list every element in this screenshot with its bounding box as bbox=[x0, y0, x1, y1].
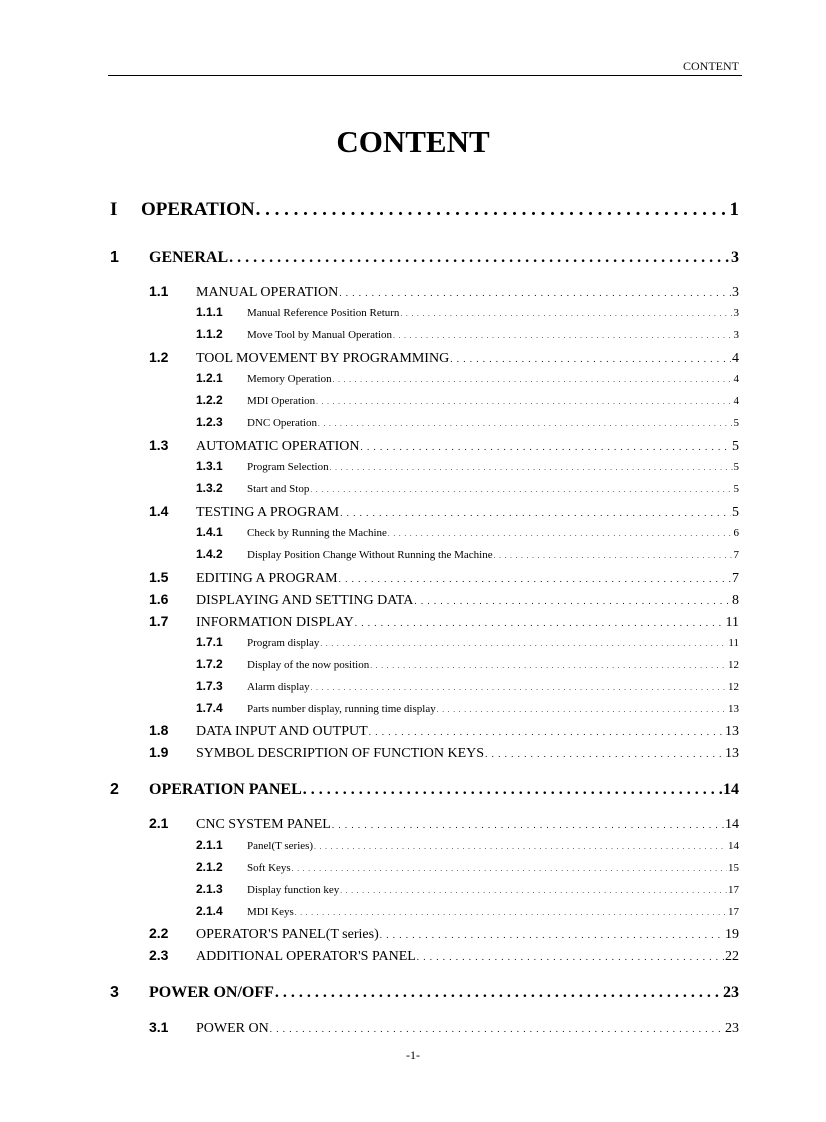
toc-entry[interactable] bbox=[149, 613, 739, 631]
toc-entry-number: 1.2.1 bbox=[196, 371, 223, 385]
toc-entry-page: 17 bbox=[728, 906, 739, 918]
toc-entry-number: 1.7.2 bbox=[196, 657, 223, 671]
toc-entry[interactable] bbox=[110, 199, 739, 221]
toc-dot-leader bbox=[380, 930, 724, 940]
toc-dot-leader bbox=[320, 640, 727, 648]
toc-entry-title: Display function key bbox=[247, 884, 340, 896]
toc-entry[interactable] bbox=[196, 701, 739, 715]
toc-entry-number: 2.3 bbox=[149, 947, 169, 963]
toc-entry-number: 1.3 bbox=[149, 437, 169, 453]
toc-dot-leader bbox=[275, 984, 722, 1002]
toc-entry-title: TOOL MOVEMENT BY PROGRAMMING bbox=[196, 351, 450, 366]
toc-entry-number: 1.1 bbox=[149, 283, 169, 299]
toc-entry-title: ADDITIONAL OPERATOR'S PANEL bbox=[196, 949, 416, 964]
toc-entry-title: CNC SYSTEM PANEL bbox=[196, 817, 331, 832]
toc-entry-number: 1 bbox=[110, 249, 119, 266]
toc-entry[interactable] bbox=[149, 1019, 739, 1037]
toc-dot-leader bbox=[437, 706, 727, 714]
toc-entry-title: Panel(T series) bbox=[247, 840, 314, 852]
toc-dot-leader bbox=[340, 887, 727, 895]
toc-dot-leader bbox=[370, 662, 727, 670]
toc-entry-page: 4 bbox=[732, 351, 739, 366]
toc-entry-title: Display Position Change Without Running the Machine bbox=[247, 549, 493, 561]
toc-entry[interactable] bbox=[149, 744, 739, 762]
toc-entry[interactable] bbox=[149, 591, 739, 609]
toc-entry-number: 1.5 bbox=[149, 569, 169, 585]
toc-entry-number: 2.2 bbox=[149, 925, 169, 941]
toc-entry-number: 3 bbox=[110, 984, 119, 1001]
toc-entry[interactable] bbox=[149, 569, 739, 587]
toc-entry-page: 14 bbox=[728, 840, 739, 852]
toc-entry[interactable] bbox=[110, 984, 739, 1002]
toc-entry[interactable] bbox=[149, 815, 739, 833]
toc-dot-leader bbox=[450, 354, 731, 364]
toc-entry-page: 14 bbox=[725, 817, 739, 832]
toc-entry-page: 6 bbox=[733, 527, 739, 539]
toc-dot-leader bbox=[316, 398, 732, 406]
toc-entry-number: I bbox=[110, 199, 118, 220]
toc-dot-leader bbox=[303, 781, 722, 799]
toc-entry-title: Alarm display bbox=[247, 681, 310, 693]
toc-entry-title: EDITING A PROGRAM bbox=[196, 571, 338, 586]
toc-entry-page: 19 bbox=[725, 927, 739, 942]
toc-dot-leader bbox=[340, 508, 731, 518]
toc-entry-title: MDI Operation bbox=[247, 395, 316, 407]
toc-entry[interactable] bbox=[196, 882, 739, 896]
toc-entry-page: 11 bbox=[725, 615, 739, 630]
toc-entry-number: 2.1.2 bbox=[196, 860, 223, 874]
toc-dot-leader bbox=[400, 310, 732, 318]
toc-entry-page: 12 bbox=[728, 659, 739, 671]
toc-entry-title: POWER ON/OFF bbox=[149, 984, 274, 1001]
toc-entry-title: DATA INPUT AND OUTPUT bbox=[196, 724, 368, 739]
toc-entry[interactable] bbox=[196, 904, 739, 918]
toc-entry-title: GENERAL bbox=[149, 249, 229, 266]
toc-entry[interactable] bbox=[196, 547, 739, 561]
toc-entry-title: SYMBOL DESCRIPTION OF FUNCTION KEYS bbox=[196, 746, 485, 761]
toc-entry-page: 14 bbox=[723, 781, 739, 798]
toc-entry-page: 8 bbox=[732, 593, 739, 608]
toc-dot-leader bbox=[332, 820, 724, 830]
toc-entry[interactable] bbox=[149, 722, 739, 740]
toc-entry-number: 1.4.1 bbox=[196, 525, 223, 539]
toc-entry[interactable] bbox=[196, 415, 739, 429]
toc-entry-title: AUTOMATIC OPERATION bbox=[196, 439, 360, 454]
toc-entry[interactable] bbox=[196, 635, 739, 649]
toc-entry-title: MDI Keys bbox=[247, 906, 294, 918]
toc-entry-page: 4 bbox=[733, 395, 739, 407]
toc-entry[interactable] bbox=[110, 781, 739, 799]
toc-entry[interactable] bbox=[149, 283, 739, 301]
toc-dot-leader bbox=[494, 552, 733, 560]
toc-entry-number: 1.8 bbox=[149, 722, 169, 738]
toc-entry-title: Move Tool by Manual Operation bbox=[247, 329, 393, 341]
toc-dot-leader bbox=[311, 684, 727, 692]
toc-entry-title: Manual Reference Position Return bbox=[247, 307, 400, 319]
toc-entry-number: 2.1.4 bbox=[196, 904, 223, 918]
toc-dot-leader bbox=[355, 618, 725, 628]
toc-entry-page: 11 bbox=[728, 637, 739, 649]
toc-dot-leader bbox=[414, 596, 731, 606]
toc-entry[interactable] bbox=[196, 838, 739, 852]
toc-entry[interactable] bbox=[149, 349, 739, 367]
toc-entry-number: 1.2 bbox=[149, 349, 169, 365]
toc-dot-leader bbox=[333, 376, 733, 384]
toc-entry-page: 13 bbox=[725, 724, 739, 739]
toc-dot-leader bbox=[485, 749, 724, 759]
toc-entry-title: Program Selection bbox=[247, 461, 329, 473]
toc-entry-page: 4 bbox=[733, 373, 739, 385]
toc-entry-title: Parts number display, running time display bbox=[247, 703, 436, 715]
toc-dot-leader bbox=[310, 486, 732, 494]
toc-dot-leader bbox=[388, 530, 733, 538]
toc-dot-leader bbox=[417, 952, 724, 962]
toc-entry-title: DISPLAYING AND SETTING DATA bbox=[196, 593, 414, 608]
toc-entry-title: MANUAL OPERATION bbox=[196, 285, 339, 300]
toc-entry-number: 1.7.1 bbox=[196, 635, 223, 649]
toc-entry-title: Display of the now position bbox=[247, 659, 370, 671]
toc-entry-number: 1.1.1 bbox=[196, 305, 223, 319]
toc-entry-page: 7 bbox=[733, 549, 739, 561]
toc-entry-number: 1.4.2 bbox=[196, 547, 223, 561]
toc-entry-page: 12 bbox=[728, 681, 739, 693]
toc-entry-page: 5 bbox=[733, 461, 739, 473]
page-title: CONTENT bbox=[336, 124, 490, 159]
toc-entry[interactable] bbox=[196, 657, 739, 671]
toc-entry-page: 13 bbox=[728, 703, 739, 715]
toc-entry-page: 15 bbox=[728, 862, 739, 874]
toc-entry-number: 1.1.2 bbox=[196, 327, 223, 341]
toc-entry-number: 2.1 bbox=[149, 815, 169, 831]
running-header: CONTENT bbox=[683, 59, 739, 73]
toc-dot-leader bbox=[270, 1024, 724, 1034]
toc-entry[interactable] bbox=[196, 481, 739, 495]
toc-entry-title: OPERATION bbox=[141, 199, 255, 220]
toc-entry-number: 1.2.3 bbox=[196, 415, 223, 429]
page-number: -1- bbox=[406, 1048, 420, 1062]
toc-entry-title: OPERATOR'S PANEL(T series) bbox=[196, 927, 379, 942]
toc-entry-page: 5 bbox=[733, 483, 739, 495]
toc-entry[interactable] bbox=[149, 503, 739, 521]
toc-entry-number: 1.9 bbox=[149, 744, 169, 760]
toc-entry-page: 23 bbox=[725, 1021, 739, 1036]
toc-entry-number: 3.1 bbox=[149, 1019, 169, 1035]
toc-entry-title: Memory Operation bbox=[247, 373, 332, 385]
toc-entry-page: 3 bbox=[732, 285, 739, 300]
toc-entry-title: Soft Keys bbox=[247, 862, 291, 874]
toc-entry[interactable] bbox=[196, 860, 739, 874]
toc-entry-page: 5 bbox=[732, 439, 739, 454]
toc-dot-leader bbox=[292, 865, 727, 873]
toc-entry-number: 2 bbox=[110, 781, 119, 798]
toc-entry-title: POWER ON bbox=[196, 1021, 269, 1036]
toc-dot-leader bbox=[339, 288, 731, 298]
toc-entry-page: 13 bbox=[725, 746, 739, 761]
toc-entry-number: 1.6 bbox=[149, 591, 169, 607]
toc-entry-page: 3 bbox=[733, 307, 739, 319]
toc-entry-page: 22 bbox=[725, 949, 739, 964]
toc-entry-page: 3 bbox=[733, 329, 739, 341]
toc-entry[interactable] bbox=[149, 947, 739, 965]
toc-entry[interactable] bbox=[196, 525, 739, 539]
toc-dot-leader bbox=[318, 420, 733, 428]
toc-entry-title: Program display bbox=[247, 637, 320, 649]
toc-entry-title: Start and Stop bbox=[247, 483, 310, 495]
toc-dot-leader bbox=[229, 249, 730, 267]
toc-dot-leader bbox=[256, 199, 729, 221]
toc-entry-title: INFORMATION DISPLAY bbox=[196, 615, 354, 630]
toc-dot-leader bbox=[314, 843, 727, 851]
toc-dot-leader bbox=[295, 909, 727, 917]
toc-entry-number: 1.4 bbox=[149, 503, 169, 519]
toc-entry[interactable] bbox=[196, 393, 739, 407]
toc-entry[interactable] bbox=[149, 925, 739, 943]
toc-dot-leader bbox=[360, 442, 731, 452]
toc-dot-leader bbox=[339, 574, 731, 584]
toc-entry-number: 1.3.2 bbox=[196, 481, 223, 495]
toc-dot-leader bbox=[369, 727, 724, 737]
toc-entry[interactable] bbox=[196, 371, 739, 385]
toc-entry-number: 1.7 bbox=[149, 613, 169, 629]
toc-entry-number: 1.7.4 bbox=[196, 701, 223, 715]
toc-entry[interactable] bbox=[196, 305, 739, 319]
toc-entry[interactable] bbox=[110, 249, 739, 267]
toc-entry-page: 5 bbox=[732, 505, 739, 520]
toc-entry-number: 1.2.2 bbox=[196, 393, 223, 407]
toc-entry-title: DNC Operation bbox=[247, 417, 317, 429]
toc-entry-title: Check by Running the Machine bbox=[247, 527, 387, 539]
toc-entry[interactable] bbox=[196, 679, 739, 693]
toc-entry-page: 3 bbox=[731, 249, 739, 266]
toc-entry-page: 1 bbox=[729, 199, 739, 220]
toc-dot-leader bbox=[330, 464, 733, 472]
toc-entry-number: 2.1.1 bbox=[196, 838, 223, 852]
toc-entry-number: 2.1.3 bbox=[196, 882, 223, 896]
toc-entry-page: 17 bbox=[728, 884, 739, 896]
toc-entry-number: 1.7.3 bbox=[196, 679, 223, 693]
toc-entry[interactable] bbox=[149, 437, 739, 455]
toc-entry-title: OPERATION PANEL bbox=[149, 781, 302, 798]
toc-dot-leader bbox=[393, 332, 732, 340]
toc-entry-page: 5 bbox=[733, 417, 739, 429]
toc-entry-number: 1.3.1 bbox=[196, 459, 223, 473]
toc-entry[interactable] bbox=[196, 327, 739, 341]
toc-entry-title: TESTING A PROGRAM bbox=[196, 505, 340, 520]
toc-entry[interactable] bbox=[196, 459, 739, 473]
toc-entry-page: 7 bbox=[732, 571, 739, 586]
toc-entry-page: 23 bbox=[723, 984, 739, 1001]
